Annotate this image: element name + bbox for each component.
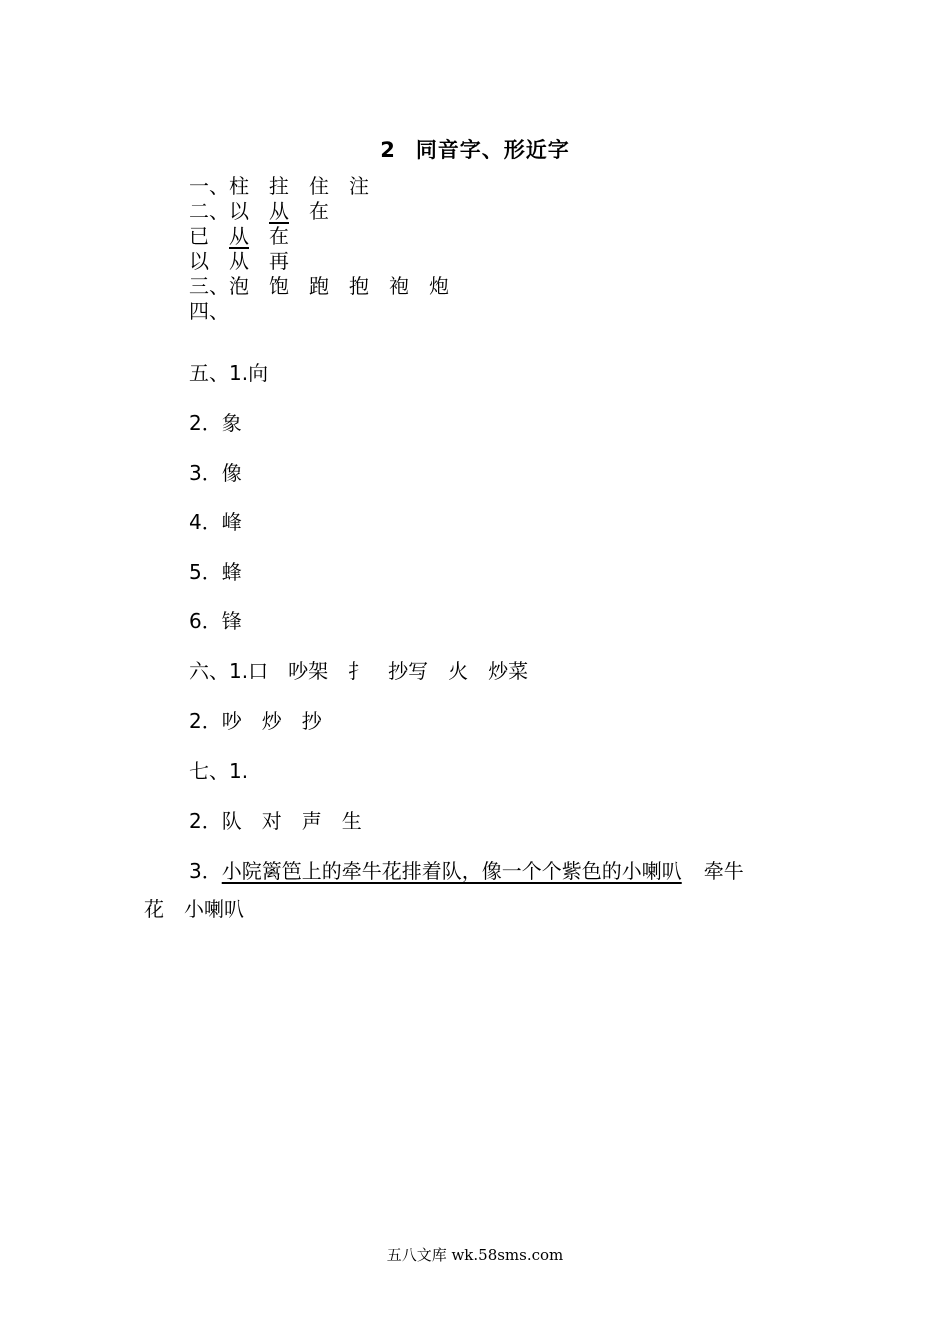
- section-7-item-1: [189, 758, 248, 784]
- answer-char: 在: [269, 224, 289, 248]
- item-number: 1.: [229, 759, 249, 783]
- item-number: 2．: [189, 709, 222, 733]
- footer-watermark: 五八文库 wk.58sms.com: [386, 1246, 564, 1264]
- answer-char: 注: [349, 174, 369, 198]
- section-5-item-5: [189, 559, 242, 585]
- answer-text: 峰: [221, 510, 242, 534]
- answer-char: 跑: [309, 274, 329, 298]
- section-1: [189, 173, 369, 199]
- answer-char: 吵: [221, 709, 242, 733]
- answer-char: 抄: [301, 709, 322, 733]
- answer-char: 柱: [229, 174, 249, 198]
- answer-char: 吵架: [288, 659, 329, 683]
- section-1-label: 一、: [189, 174, 229, 198]
- answer-char: 炒: [261, 709, 282, 733]
- item-number: 3．: [189, 461, 222, 485]
- answer-text: 锋: [221, 609, 242, 633]
- item-number: 1.: [229, 361, 249, 385]
- answer-char: 口: [248, 659, 269, 683]
- answer-char: 抄写: [388, 659, 429, 683]
- answer-char: 从: [229, 249, 249, 273]
- answer-char: 饱: [269, 274, 289, 298]
- section-3-label: 三、: [189, 274, 229, 298]
- item-number: 6．: [189, 609, 222, 633]
- section-2-label: 二、: [189, 199, 229, 223]
- answer-char: 拄: [269, 174, 289, 198]
- answer-char: 再: [269, 249, 289, 273]
- title-text: 同音字、形近字: [415, 138, 570, 162]
- answer-char: 声: [301, 809, 322, 833]
- answer-char: 对: [261, 809, 282, 833]
- answer-text: 象: [221, 411, 242, 435]
- item-number: 2．: [189, 809, 222, 833]
- section-5-item-6: [189, 608, 242, 634]
- section-5-label: 五、: [189, 361, 229, 385]
- section-6-item-2: [189, 708, 322, 734]
- answer-text: 像: [221, 461, 242, 485]
- item-number: 1.: [229, 659, 249, 683]
- answer-char: 从: [229, 224, 249, 248]
- answer-text: 向: [248, 361, 269, 385]
- section-2-row-1: [189, 198, 329, 224]
- answer-char: 以: [189, 249, 209, 273]
- section-2-row-2: [189, 223, 289, 249]
- answer-char: 抱: [349, 274, 369, 298]
- section-4-label: 四、: [189, 299, 229, 323]
- answer-char: 队: [221, 809, 242, 833]
- answer-text: 小喇叭: [184, 897, 244, 921]
- answer-char: 扌: [348, 659, 369, 683]
- section-7-item-2: [189, 808, 362, 834]
- title-number: 2: [380, 138, 396, 162]
- underlined-sentence: 小院篱笆上的牵牛花排着队，像一个个紫色的小喇叭: [221, 859, 682, 883]
- answer-char: 在: [309, 199, 329, 223]
- answer-text: 花: [144, 897, 164, 921]
- section-6-item-1: [189, 658, 528, 684]
- section-5-item-4: [189, 509, 242, 535]
- section-2-row-3: [189, 248, 289, 274]
- answer-char: 以: [229, 199, 249, 223]
- answer-char: 从: [269, 199, 289, 223]
- section-7-item-3: [189, 858, 744, 884]
- answer-char: 炒菜: [488, 659, 529, 683]
- section-4: [189, 298, 229, 324]
- answer-char: 泡: [229, 274, 249, 298]
- item-number: 3．: [189, 859, 222, 883]
- page-title: [0, 134, 950, 164]
- answer-text: 蜂: [221, 560, 242, 584]
- answer-char: 火: [448, 659, 469, 683]
- section-3: [189, 273, 449, 299]
- answer-char: 袍: [389, 274, 409, 298]
- answer-text: 牵牛: [703, 859, 744, 883]
- answer-char: 炮: [429, 274, 449, 298]
- section-5-item-3: [189, 460, 242, 486]
- section-7-item-3-cont: [144, 896, 244, 922]
- section-5-item-2: [189, 410, 242, 436]
- item-number: 2．: [189, 411, 222, 435]
- answer-char: 已: [189, 224, 209, 248]
- item-number: 5．: [189, 560, 222, 584]
- section-6-label: 六、: [189, 659, 229, 683]
- section-5-item-1: [189, 360, 268, 386]
- item-number: 4．: [189, 510, 222, 534]
- section-7-label: 七、: [189, 759, 229, 783]
- answer-char: 生: [341, 809, 362, 833]
- answer-char: 住: [309, 174, 329, 198]
